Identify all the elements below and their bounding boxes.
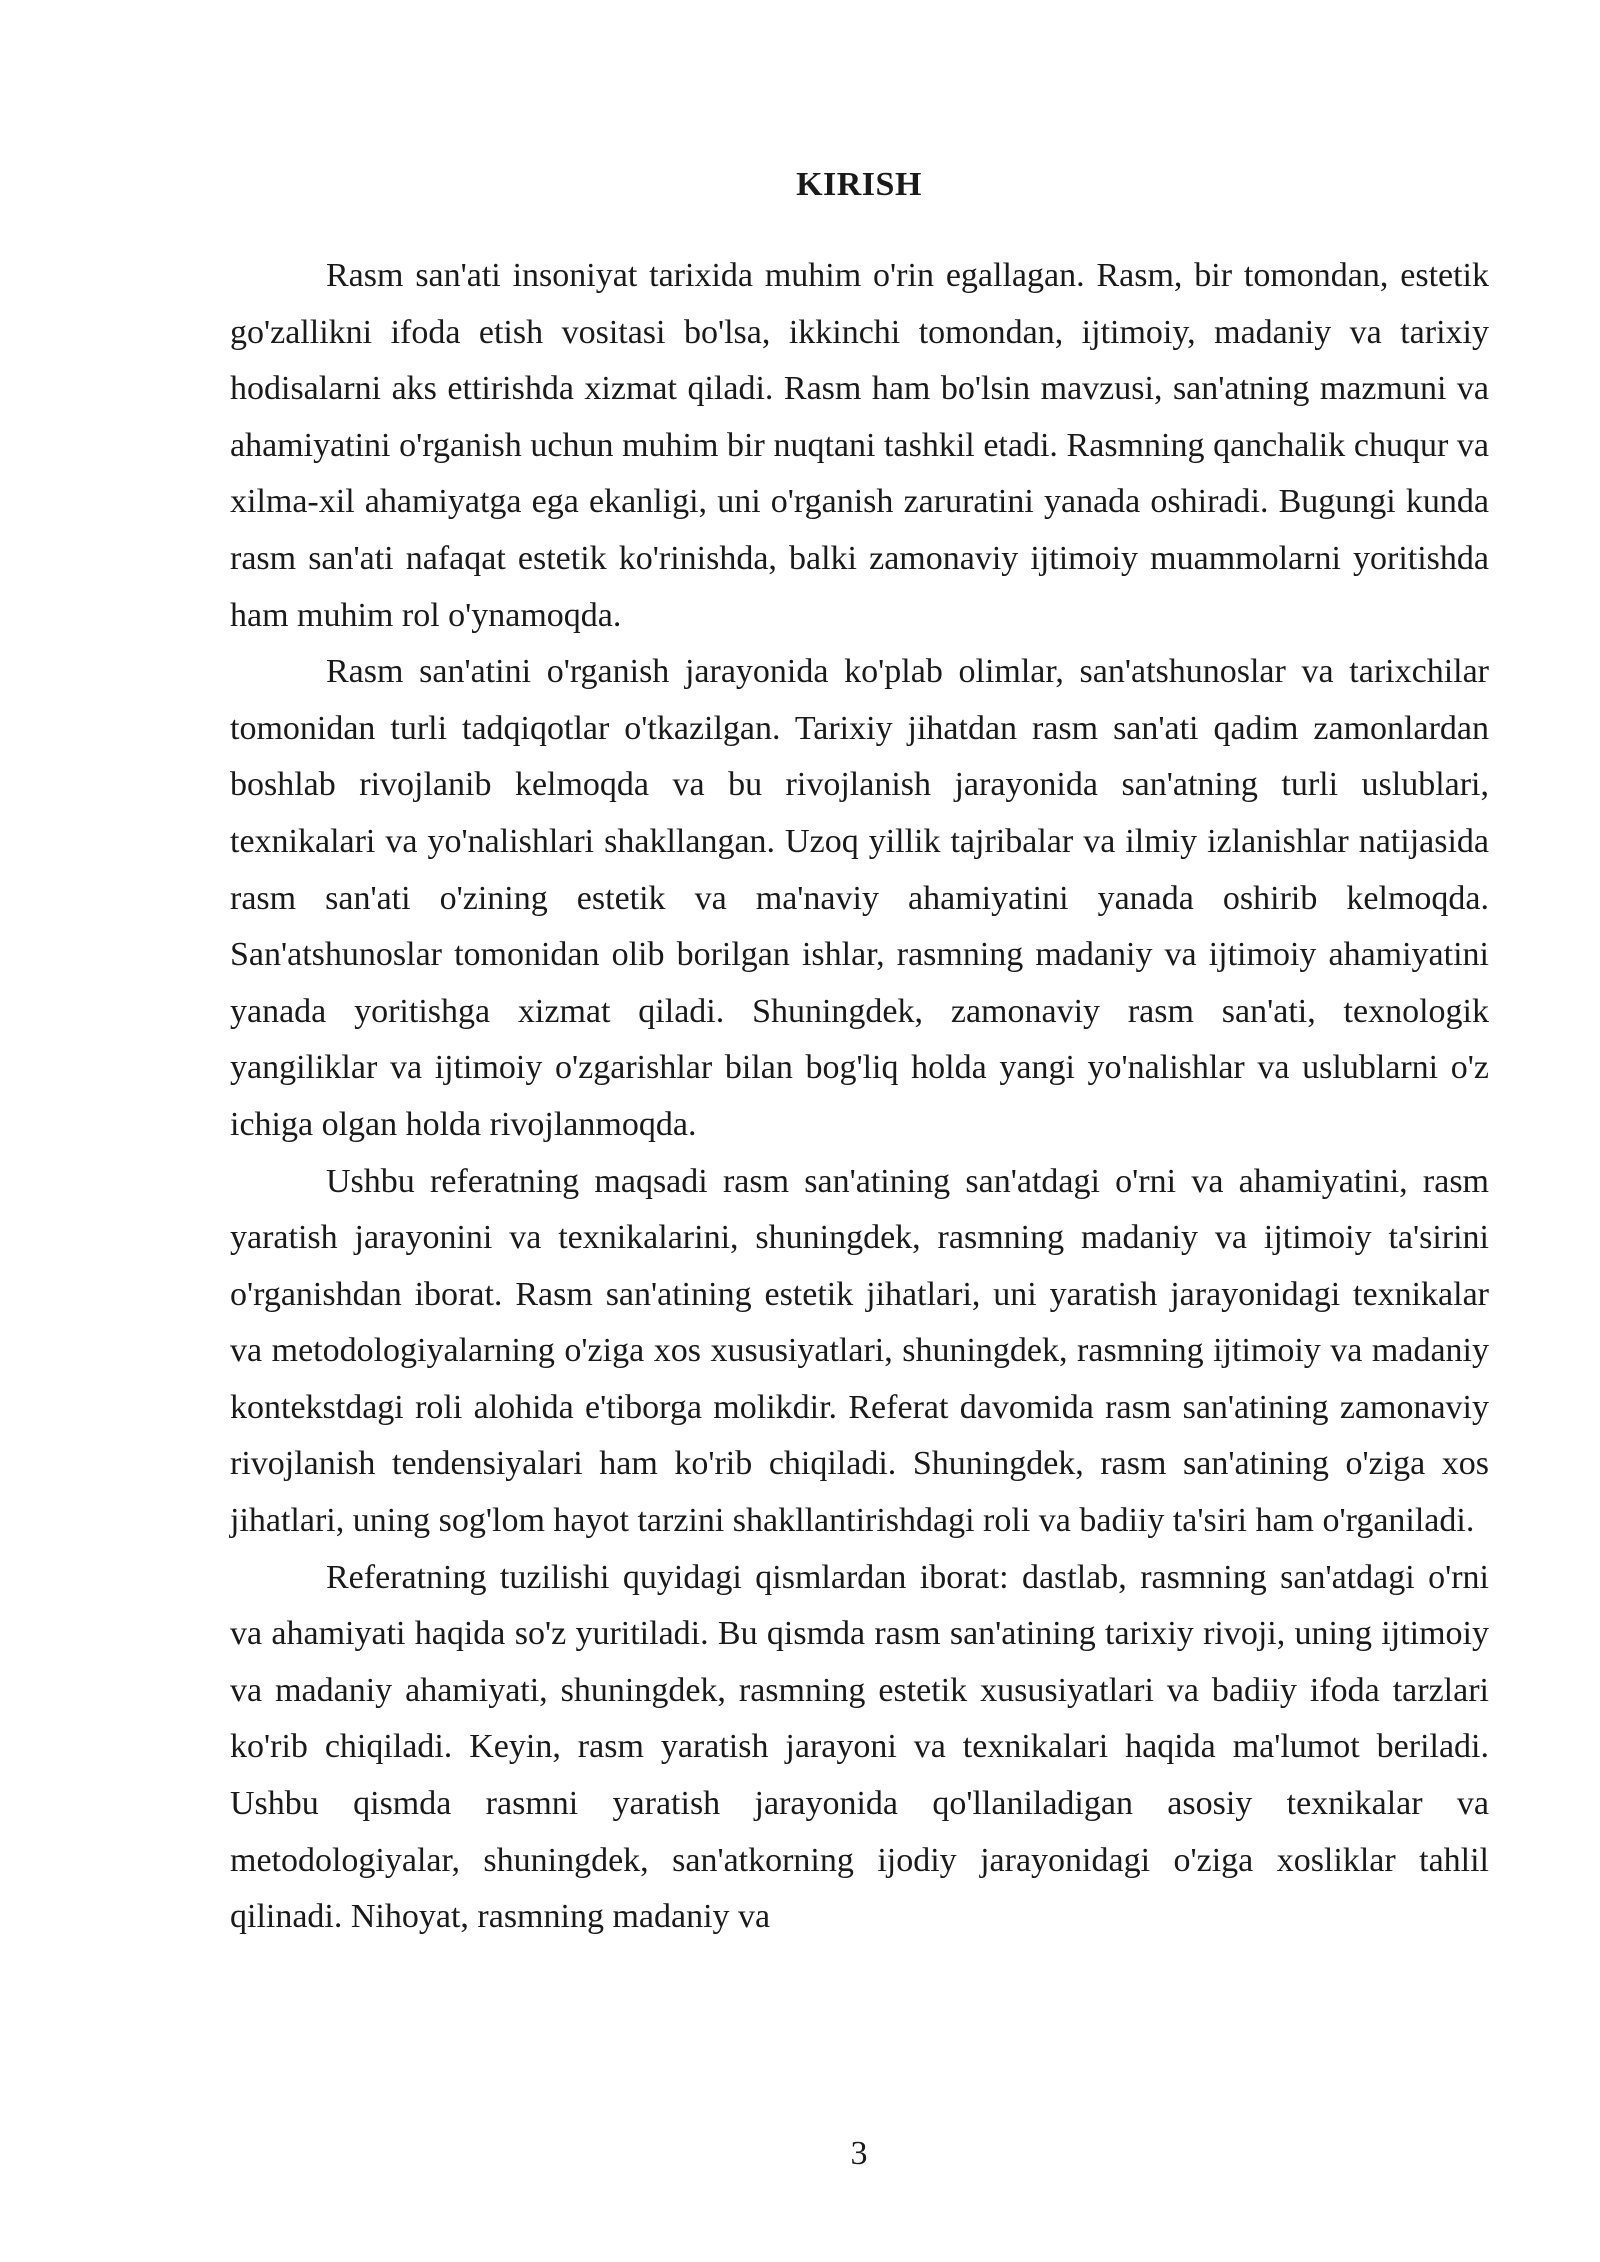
paragraph: Referatning tuzilishi quyidagi qismlardan iborat: dastlab, rasmning san'atdagi o'rni va ahamiyati haqida so'z yuritiladi. Bu qismda rasm san'atining tarixiy rivoji, uning ijtimoiy va madaniy ahamiyati, shuningdek, rasmning estetik xususiyatlari va badiiy ifoda tarzlari ko'rib chiqiladi. Keyin, rasm yaratish jarayoni va texnikalari haqida ma'lumot beriladi. Ushbu qismda rasmni yaratish jarayonida qo'llaniladigan asosiy texnikalar va metodologiyalar, shuningdek, san'atkorning ijodiy jarayonidagi o'ziga xosliklar tahlil qilinadi. Nihoyat, rasmning madaniy va [230,1558,1489,1936]
page-number: 3 [850,2135,868,2172]
paragraph: Rasm san'ati insoniyat tarixida muhim o'rin egallagan. Rasm, bir tomondan, estetik go'zallikni ifoda etish vositasi bo'lsa, ikkinchi tomondan, ijtimoiy, madaniy va tarixiy hodisalarni aks ettirishda xizmat qiladi. Rasm ham bo'lsin mavzusi, san'atning mazmuni va ahamiyatini o'rganish uchun muhim bir nuqtani tashkil etadi. Rasmning qanchalik chuqur va xilma-xil ahamiyatga ega ekanligi, uni o'rganish zaruratini yanada oshiradi. Bugungi kunda rasm san'ati nafaqat estetik ko'rinishda, balki zamonaviy ijtimoiy muammolarni yoritishda ham muhim rol o'ynamoqda. [230,257,1489,634]
section-title: KIRISH [796,166,922,203]
paragraph: Ushbu referatning maqsadi rasm san'atining san'atdagi o'rni va ahamiyatini, rasm yaratish jarayonini va texnikalarini, shuningdek, rasmning madaniy va ijtimoiy ta'sirini o'rganishdan iborat. Rasm san'atining estetik jihatlari, uni yaratish jarayonidagi texnikalar va metodologiyalarning o'ziga xos xususiyatlari, shuningdek, rasmning ijtimoiy va madaniy kontekstdagi roli alohida e'tiborga molikdir. Referat davomida rasm san'atining zamonaviy rivojlanish tendensiyalari ham ko'rib chiqiladi. Shuningdek, rasm san'atining o'ziga xos jihatlari, uning sog'lom hayot tarzini shakllantirishdagi roli va badiiy ta'siri ham o'rganiladi. [230,1162,1489,1540]
paragraph: Rasm san'atini o'rganish jarayonida ko'plab olimlar, san'atshunoslar va tarixchilar tomonidan turli tadqiqotlar o'tkazilgan. Tarixiy jihatdan rasm san'ati qadim zamonlardan boshlab rivojlanib kelmoqda va bu rivojlanish jarayonida san'atning turli uslublari, texnikalari va yo'nalishlari shakllangan. Uzoq yillik tajribalar va ilmiy izlanishlar natijasida rasm san'ati o'zining estetik va ma'naviy ahamiyatini yanada oshirib kelmoqda. San'atshunoslar tomonidan olib borilgan ishlar, rasmning madaniy va ijtimoiy ahamiyatini yanada yoritishga xizmat qiladi. Shuningdek, zamonaviy rasm san'ati, texnologik yangiliklar va ijtimoiy o'zgarishlar bilan bog'liq holda yangi yo'nalishlar va uslublarni o'z ichiga olgan holda rivojlanmoqda. [230,653,1489,1143]
body-text [230,248,1489,1946]
